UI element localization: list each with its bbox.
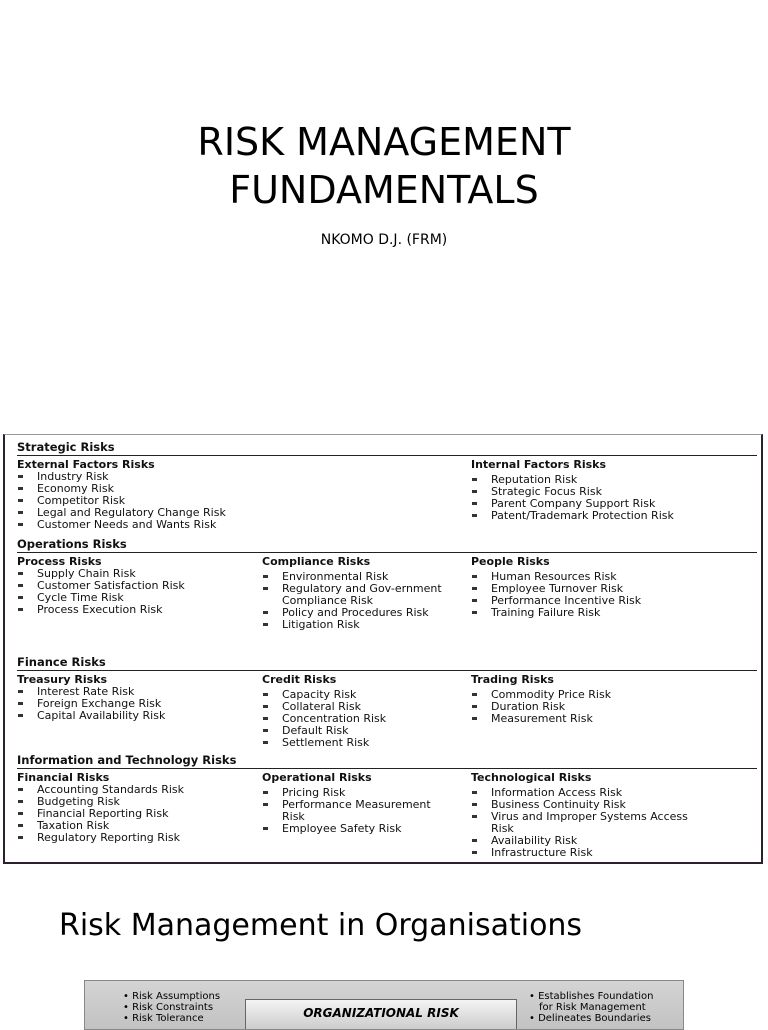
list-item: Duration Risk	[471, 701, 761, 713]
list-item: Default Risk	[262, 725, 452, 737]
list-item: Parent Company Support Risk	[471, 498, 761, 510]
list-item: Financial Reporting Risk	[17, 808, 257, 820]
divider	[17, 670, 757, 671]
list-item: Collateral Risk	[262, 701, 452, 713]
list-item: Virus and Improper Systems Access Risk	[471, 811, 691, 835]
list-item: Training Failure Risk	[471, 607, 761, 619]
group-heading: Technological Risks	[471, 771, 592, 784]
list-item: Environmental Risk	[262, 571, 452, 583]
group-external-factors	[17, 459, 257, 531]
list-item: Employee Safety Risk	[262, 823, 452, 835]
list-item: Regulatory Reporting Risk	[17, 832, 257, 844]
list-item: Interest Rate Risk	[17, 686, 257, 698]
slide-title	[0, 118, 768, 214]
title-line-2: FUNDAMENTALS	[229, 168, 539, 212]
list-item: Availability Risk	[471, 835, 761, 847]
list-item: Capacity Risk	[262, 689, 452, 701]
risk-list	[262, 787, 452, 835]
risk-list	[262, 571, 452, 631]
diagram-item: • Establishes Foundation	[529, 991, 654, 1002]
group-heading: External Factors Risks	[17, 458, 155, 471]
diagram-item: • Risk Tolerance	[123, 1013, 204, 1024]
list-item: Strategic Focus Risk	[471, 486, 761, 498]
organizational-risk-diagram	[84, 980, 684, 1030]
risk-list	[471, 474, 761, 522]
list-item: Measurement Risk	[471, 713, 761, 725]
author-name: NKOMO D.J. (FRM)	[320, 232, 448, 248]
section-strategic-risks: Strategic Risks	[17, 440, 115, 454]
diagram-item: • Risk Assumptions	[123, 991, 221, 1002]
list-item: Settlement Risk	[262, 737, 452, 749]
list-item: Human Resources Risk	[471, 571, 761, 583]
group-internal-factors	[471, 459, 761, 522]
list-item: Industry Risk	[17, 471, 257, 483]
group-heading: Credit Risks	[262, 673, 337, 686]
diagram-right-list	[529, 991, 653, 1024]
list-item: Employee Turnover Risk	[471, 583, 761, 595]
risk-categories-table	[3, 434, 763, 864]
list-item: Foreign Exchange Risk	[17, 698, 257, 710]
list-item: Cycle Time Risk	[17, 592, 257, 604]
risk-list	[17, 784, 257, 844]
group-heading: Trading Risks	[471, 673, 554, 686]
list-item: Regulatory and Gov-ernment Compliance Risk	[262, 583, 452, 607]
risk-list	[471, 689, 761, 725]
group-heading: Internal Factors Risks	[471, 458, 607, 471]
diagram-left-list	[123, 991, 220, 1024]
list-item: Accounting Standards Risk	[17, 784, 257, 796]
group-heading: Compliance Risks	[262, 555, 371, 568]
list-item: Policy and Procedures Risk	[262, 607, 452, 619]
list-item: Competitor Risk	[17, 495, 257, 507]
list-item: Performance Measurement Risk	[262, 799, 452, 823]
group-credit-risks	[262, 674, 452, 749]
risk-list	[17, 471, 257, 531]
group-treasury-risks	[17, 674, 257, 722]
divider	[17, 768, 757, 769]
risk-list	[17, 568, 257, 616]
section-finance-risks: Finance Risks	[17, 655, 106, 669]
divider	[17, 455, 757, 456]
risk-list	[471, 571, 761, 619]
diagram-item: for Risk Management	[539, 1002, 646, 1013]
list-item: Legal and Regulatory Change Risk	[17, 507, 257, 519]
risk-list	[17, 686, 257, 722]
list-item: Business Continuity Risk	[471, 799, 761, 811]
list-item: Budgeting Risk	[17, 796, 257, 808]
group-heading: Operational Risks	[262, 771, 372, 784]
list-item: Customer Satisfaction Risk	[17, 580, 257, 592]
group-heading: Financial Risks	[17, 771, 110, 784]
list-item: Infrastructure Risk	[471, 847, 761, 859]
diagram-center-box: ORGANIZATIONAL RISK	[245, 999, 517, 1030]
group-heading: Treasury Risks	[17, 673, 108, 686]
diagram-item: • Risk Constraints	[123, 1002, 214, 1013]
list-item: Capital Availability Risk	[17, 710, 257, 722]
group-compliance-risks	[262, 556, 452, 631]
divider	[17, 552, 757, 553]
section-heading: Risk Management in Organisations	[59, 908, 583, 943]
list-item: Patent/Trademark Protection Risk	[471, 510, 761, 522]
list-item: Customer Needs and Wants Risk	[17, 519, 257, 531]
list-item: Process Execution Risk	[17, 604, 257, 616]
list-item: Supply Chain Risk	[17, 568, 257, 580]
title-line-1: RISK MANAGEMENT	[197, 120, 571, 164]
list-item: Litigation Risk	[262, 619, 452, 631]
list-item: Commodity Price Risk	[471, 689, 761, 701]
risk-list	[471, 787, 761, 859]
group-operational-risks	[262, 772, 452, 835]
list-item: Pricing Risk	[262, 787, 452, 799]
list-item: Concentration Risk	[262, 713, 452, 725]
section-it-risks: Information and Technology Risks	[17, 753, 237, 767]
risk-list	[262, 689, 452, 749]
group-heading: Process Risks	[17, 555, 102, 568]
section-operations-risks: Operations Risks	[17, 537, 127, 551]
group-financial-risks	[17, 772, 257, 844]
group-technological-risks	[471, 772, 761, 859]
list-item: Reputation Risk	[471, 474, 761, 486]
group-people-risks	[471, 556, 761, 619]
list-item: Economy Risk	[17, 483, 257, 495]
list-item: Information Access Risk	[471, 787, 761, 799]
group-heading: People Risks	[471, 555, 550, 568]
diagram-item: • Delineates Boundaries	[529, 1013, 651, 1024]
group-process-risks	[17, 556, 257, 616]
list-item: Taxation Risk	[17, 820, 257, 832]
list-item: Performance Incentive Risk	[471, 595, 761, 607]
group-trading-risks	[471, 674, 761, 725]
